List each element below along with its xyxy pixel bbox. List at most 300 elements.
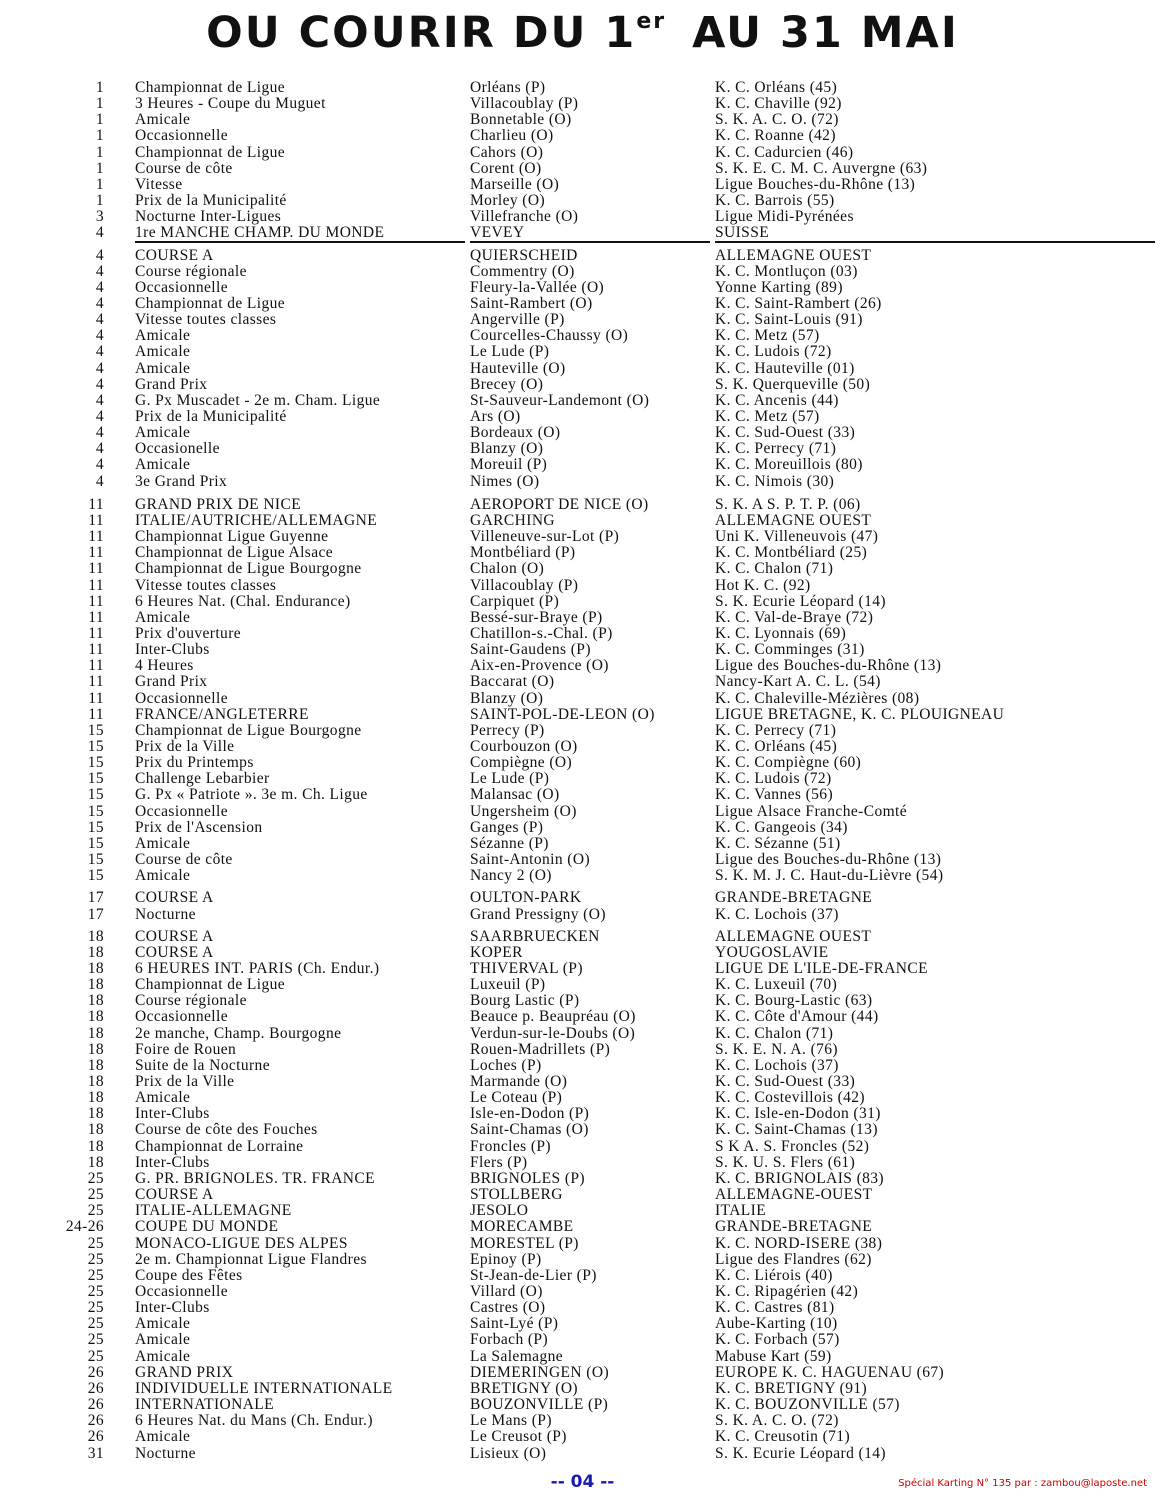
organizer-cell: ALLEMAGNE OUEST [715,247,872,264]
event-cell: 1re MANCHE CHAMP. DU MONDE [135,225,465,243]
place-cell: SAINT-POL-DE-LEON (O) [470,706,655,723]
event-cell: GRAND PRIX [135,1364,234,1381]
place-cell: BRETIGNY (O) [470,1380,578,1397]
organizer-cell: K. C. Ancenis (44) [715,392,839,409]
event-cell: Amicale [135,1332,191,1349]
day-cell: 15 [87,754,104,772]
organizer-cell: K. C. Saint-Louis (91) [715,312,863,329]
organizer-cell: K. C. Roanne (42) [715,128,836,145]
organizer-cell: K. C. Nimois (30) [715,473,835,490]
event-cell: G. Px Muscadet - 2e m. Cham. Ligue [135,392,381,409]
table-row [0,1381,1165,1397]
table-row [0,161,1165,177]
event-cell: Prix de la Municipalité [135,193,287,210]
place-cell: Loches (P) [470,1057,542,1074]
table-row [0,1171,1165,1187]
place-cell: Flers (P) [470,1154,528,1171]
place-cell: Le Lude (P) [470,344,550,361]
place-cell: Nancy 2 (O) [470,868,552,885]
table-row [0,787,1165,803]
table-row [0,658,1165,674]
organizer-cell: K. C. Cadurcien (46) [715,144,854,161]
event-cell: G. PR. BRIGNOLES. TR. FRANCE [135,1170,376,1187]
page-number: -- 04 -- [550,1472,615,1492]
day-cell: 18 [87,992,104,1010]
event-cell: Amicale [135,425,191,442]
organizer-cell: EUROPE K. C. HAGUENAU (67) [715,1364,945,1381]
place-cell: Malansac (O) [470,787,560,804]
organizer-cell: K. C. Lochois (37) [715,906,839,923]
table-row [0,177,1165,193]
day-cell: 11 [88,705,104,723]
day-cell: 11 [88,511,104,529]
place-cell: Bonnetable (O) [470,112,572,129]
place-cell: Fleury-la-Vallée (O) [470,279,605,296]
place-cell: La Salemagne [470,1348,564,1365]
table-row [0,328,1165,344]
organizer-cell: K. C. Metz (57) [715,328,820,345]
day-cell: 25 [87,1331,104,1349]
place-cell: Le Mans (P) [470,1413,552,1430]
place-cell: Villefranche (O) [470,209,579,226]
table-row [0,642,1165,658]
table-row [0,1268,1165,1284]
event-cell: COUPE DU MONDE [135,1219,279,1236]
event-cell: COURSE A [135,247,214,264]
place-cell: GARCHING [470,512,556,529]
event-cell: Amicale [135,1348,191,1365]
organizer-cell: S. K. U. S. Flers (61) [715,1154,856,1171]
footer-credit: Spécial Karting N° 135 par : zambou@laposte.net [898,1478,1147,1489]
table-row [0,674,1165,690]
day-cell: 4 [95,424,104,442]
place-cell: STOLLBERG [470,1187,563,1203]
event-cell: Championnat de Ligue [135,296,286,312]
day-cell: 18 [87,1008,104,1026]
day-cell: 18 [87,927,104,945]
place-cell: Nimes (O) [470,473,540,490]
event-cell: Inter-Clubs [135,642,210,659]
day-cell: 4 [95,391,104,409]
table-row [0,594,1165,610]
place-cell: Morley (O) [470,193,546,210]
table-row [0,852,1165,868]
event-cell: Vitesse toutes classes [135,577,277,594]
event-cell: Vitesse toutes classes [135,312,277,329]
event-cell: INDIVIDUELLE INTERNATIONALE [135,1380,393,1397]
organizer-cell: K. C. BRIGNOLAIS (83) [715,1170,884,1187]
place-cell: VEVEY [470,225,710,243]
table-row [0,977,1165,993]
day-cell: 3 [95,208,104,226]
event-cell: 2e manche, Champ. Bourgogne [135,1025,342,1042]
event-cell: Nocturne [135,1445,196,1462]
event-cell: INTERNATIONALE [135,1397,275,1413]
day-cell: 18 [87,943,104,961]
day-cell: 15 [87,802,104,820]
day-cell: 25 [87,1347,104,1365]
event-cell: Amicale [135,1090,191,1107]
event-cell: MONACO-LIGUE DES ALPES [135,1235,348,1252]
day-cell: 11 [88,608,104,626]
table-row [0,1429,1165,1445]
place-cell: KOPER [470,944,523,961]
title-superscript: er [636,8,667,34]
place-cell: Commentry (O) [470,263,575,280]
event-cell: Amicale [135,868,191,885]
day-cell: 26 [87,1379,104,1397]
place-cell: Marmande (O) [470,1074,568,1090]
organizer-cell: K. C. Chaleville-Mézières (08) [715,690,920,707]
organizer-cell: S. K. M. J. C. Haut-du-Lièvre (54) [715,868,944,885]
organizer-cell: K. C. Perrecy (71) [715,722,837,739]
table-row [0,128,1165,144]
event-cell: 6 HEURES INT. PARIS (Ch. Endur.) [135,960,380,977]
organizer-cell: K. C. Hauteville (01) [715,360,855,377]
table-row [0,820,1165,836]
organizer-cell: Ligue Alsace Franche-Comté [715,803,908,820]
day-cell: 25 [87,1186,104,1203]
event-cell: Occasionnelle [135,279,228,296]
day-cell: 4 [95,246,104,264]
organizer-cell: S. K. E. N. A. (76) [715,1041,838,1058]
title-main: OU COURIR DU 1 [206,8,637,58]
table-row [0,1349,1165,1365]
event-cell: 6 Heures Nat. (Chal. Endurance) [135,593,351,610]
event-cell: Grand Prix [135,376,208,393]
event-cell: Nocturne [135,906,196,923]
day-cell: 25 [87,1315,104,1333]
day-cell: 18 [87,1056,104,1074]
organizer-cell: GRANDE-BRETAGNE [715,890,873,907]
page-title [0,8,1165,58]
table-row [0,1155,1165,1171]
organizer-cell: K. C. Compiègne (60) [715,755,862,772]
table-row [0,1090,1165,1106]
table-row [0,513,1165,529]
organizer-cell: S. K. Querqueville (50) [715,376,871,393]
event-cell: G. Px « Patriote ». 3e m. Ch. Ligue [135,787,368,804]
event-cell: 6 Heures Nat. du Mans (Ch. Endur.) [135,1413,373,1430]
day-cell: 15 [87,786,104,804]
day-cell: 31 [87,1444,104,1462]
event-cell: Prix de l'Ascension [135,819,263,836]
event-cell: Occasionnelle [135,1284,228,1300]
organizer-cell: Aube-Karting (10) [715,1316,838,1333]
day-cell: 25 [87,1283,104,1300]
table-row [0,1365,1165,1381]
organizer-cell: K. C. Perrecy (71) [715,441,837,458]
table-row [0,474,1165,490]
organizer-cell: K. C. Chaville (92) [715,96,842,113]
organizer-cell: Ligue Midi-Pyrénées [715,209,854,226]
table-row [0,739,1165,755]
event-cell: Championnat de Ligue [135,144,286,161]
place-cell: Saint-Antonin (O) [470,852,591,868]
organizer-cell: K. C. BOUZONVILLE (57) [715,1397,900,1413]
day-cell: 11 [88,528,104,545]
event-cell: Coupe des Fêtes [135,1267,243,1284]
place-cell: BOUZONVILLE (P) [470,1397,609,1413]
day-cell: 1 [95,79,104,96]
day-cell: 11 [88,641,104,659]
event-cell: Amicale [135,112,191,129]
organizer-cell: K. C. Montbéliard (25) [715,545,868,562]
place-cell: Bordeaux (O) [470,425,561,442]
place-cell: Saint-Rambert (O) [470,296,593,312]
organizer-cell: Ligue des Bouches-du-Rhône (13) [715,658,942,675]
day-cell: 1 [95,127,104,145]
event-cell: Championnat de Ligue Bourgogne [135,722,362,739]
place-cell: MORECAMBE [470,1219,574,1236]
event-cell: Vitesse [135,176,183,193]
event-cell: Inter-Clubs [135,1106,210,1123]
day-cell: 11 [88,673,104,691]
place-cell: Lisieux (O) [470,1445,547,1462]
event-cell: Amicale [135,609,191,626]
place-cell: Angerville (P) [470,312,565,329]
event-cell: Championnat Ligue Guyenne [135,529,329,545]
day-cell: 4 [95,472,104,490]
place-cell: Castres (O) [470,1300,546,1317]
event-cell: COURSE A [135,890,214,907]
event-cell: Amicale [135,360,191,377]
place-cell: Sézanne (P) [470,835,549,852]
organizer-cell: K. C. Gangeois (34) [715,819,848,836]
event-cell: 3 Heures - Coupe du Muguet [135,96,326,113]
event-cell: ITALIE-ALLEMAGNE [135,1203,292,1220]
event-cell: Inter-Clubs [135,1300,210,1317]
event-cell: Championnat de Ligue Alsace [135,545,334,562]
day-cell: 4 [95,440,104,458]
organizer-cell: K. C. Ripagérien (42) [715,1284,859,1300]
day-cell: 1 [95,111,104,129]
table-row [0,907,1165,923]
table-row [0,1042,1165,1058]
day-cell: 4 [95,327,104,345]
table-row [0,312,1165,328]
table-row [0,707,1165,723]
organizer-cell: K. C. Montluçon (03) [715,263,858,280]
table-row [0,1203,1165,1219]
place-cell: THIVERVAL (P) [470,960,583,977]
table-row [0,296,1165,312]
day-cell: 18 [87,1024,104,1042]
place-cell: Hauteville (O) [470,360,566,377]
organizer-cell: S. K. Ecurie Léopard (14) [715,593,886,610]
organizer-cell: YOUGOSLAVIE [715,944,829,961]
place-cell: Verdun-sur-le-Doubs (O) [470,1025,636,1042]
day-cell: 25 [87,1234,104,1252]
organizer-cell: K. C. Val-de-Braye (72) [715,609,874,626]
day-cell: 15 [87,770,104,788]
day-cell: 1 [95,159,104,177]
organizer-cell: LIGUE DE L'ILE-DE-FRANCE [715,960,928,977]
table-row [0,1300,1165,1316]
event-cell: Occasionelle [135,441,220,458]
event-cell: GRAND PRIX DE NICE [135,496,302,513]
table-row [0,1187,1165,1203]
day-cell: 18 [87,1137,104,1155]
day-cell: 4 [95,359,104,377]
organizer-cell: K. C. Comminges (31) [715,642,865,659]
place-cell: Saint-Lyé (P) [470,1316,559,1333]
table-row [0,1122,1165,1138]
place-cell: Ars (O) [470,409,521,425]
event-cell: Prix du Printemps [135,755,254,772]
event-cell: Challenge Lebarbier [135,771,270,788]
event-cell: COURSE A [135,944,214,961]
table-row [0,945,1165,961]
event-cell: Amicale [135,1316,191,1333]
event-cell: Course régionale [135,263,247,280]
place-cell: Le Lude (P) [470,771,550,788]
place-cell: Epinoy (P) [470,1251,542,1268]
place-cell: Aix-en-Provence (O) [470,658,609,675]
place-cell: Grand Pressigny (O) [470,906,606,923]
organizer-cell: Ligue des Flandres (62) [715,1251,872,1268]
organizer-cell: K. C. Orléans (45) [715,739,838,755]
organizer-cell: K. C. Luxeuil (70) [715,977,838,994]
table-row [0,545,1165,561]
organizer-cell: K. C. Moreuillois (80) [715,457,863,474]
table-row [0,1026,1165,1042]
table-row [0,96,1165,112]
event-cell: Occasionnelle [135,690,228,707]
event-cell: Foire de Rouen [135,1041,237,1058]
place-cell: Villacoublay (P) [470,96,579,113]
day-cell: 26 [87,1428,104,1446]
day-cell: 26 [87,1396,104,1413]
organizer-cell: LIGUE BRETAGNE, K. C. PLOUIGNEAU [715,706,1005,723]
day-cell: 18 [87,976,104,994]
day-cell: 25 [87,1299,104,1317]
place-cell: St-Sauveur-Landemont (O) [470,392,650,409]
title-end: AU 31 MAI [692,8,959,58]
place-cell: Perrecy (P) [470,722,545,739]
table-row [0,344,1165,360]
table-row [0,1009,1165,1025]
place-cell: DIEMERINGEN (O) [470,1364,610,1381]
day-cell: 11 [88,689,104,707]
day-cell: 24-26 [65,1218,104,1236]
day-cell: 18 [87,1040,104,1058]
place-cell: Saint-Chamas (O) [470,1122,589,1139]
event-cell: 4 Heures [135,658,194,675]
table-row [0,145,1165,161]
day-cell: 26 [87,1363,104,1381]
place-cell: Ungersheim (O) [470,803,577,820]
organizer-cell: K. C. NORD-ISERE (38) [715,1235,883,1252]
day-cell: 18 [87,1089,104,1107]
place-cell: Bourg Lastic (P) [470,993,580,1010]
organizer-cell: K. C. Lochois (37) [715,1057,839,1074]
organizer-cell: K. C. Chalon (71) [715,1025,834,1042]
place-cell: Courbouzon (O) [470,739,578,755]
organizer-cell: Hot K. C. (92) [715,577,811,594]
organizer-cell: Nancy-Kart A. C. L. (54) [715,674,881,691]
table-row [0,425,1165,441]
place-cell: Forbach (P) [470,1332,549,1349]
organizer-cell: K. C. Côte d'Amour (44) [715,1009,879,1026]
table-row [0,610,1165,626]
organizer-cell: K. C. Saint-Rambert (26) [715,296,882,312]
table-row [0,193,1165,209]
table-row [0,723,1165,739]
day-cell: 4 [95,278,104,296]
day-cell: 25 [87,1266,104,1284]
organizer-cell: S. K. E. C. M. C. Auvergne (63) [715,160,928,177]
place-cell: Blanzy (O) [470,441,544,458]
place-cell: Brecey (O) [470,376,544,393]
table-row [0,80,1165,96]
table-row [0,209,1165,225]
day-cell: 4 [95,262,104,280]
day-cell: 18 [87,1153,104,1171]
event-cell: Suite de la Nocturne [135,1057,270,1074]
table-row [0,1413,1165,1429]
organizer-cell: Uni K. Villeneuvois (47) [715,529,879,545]
place-cell: Charlieu (O) [470,128,554,145]
event-cell: Course de côte des Fouches [135,1122,318,1139]
place-cell: St-Jean-de-Lier (P) [470,1267,597,1284]
table-row [0,755,1165,771]
day-cell: 11 [88,495,104,513]
day-cell: 1 [95,192,104,210]
place-cell: Rouen-Madrillets (P) [470,1041,611,1058]
event-cell: Grand Prix [135,674,208,691]
place-cell: Baccarat (O) [470,674,555,691]
day-cell: 15 [87,851,104,868]
organizer-cell: ALLEMAGNE OUEST [715,512,872,529]
day-cell: 11 [88,560,104,578]
table-row [0,993,1165,1009]
table-row [0,393,1165,409]
event-cell: Occasionnelle [135,803,228,820]
organizer-cell: K. C. Sézanne (51) [715,835,841,852]
table-row [0,409,1165,425]
table-row [0,771,1165,787]
day-cell: 15 [87,867,104,885]
event-cell: Amicale [135,344,191,361]
organizer-cell: ALLEMAGNE OUEST [715,928,872,945]
organizer-cell: K. C. BRETIGNY (91) [715,1380,868,1397]
day-cell: 11 [88,544,104,562]
organizer-cell: K. C. Sud-Ouest (33) [715,1074,856,1090]
place-cell: Marseille (O) [470,176,560,193]
event-cell: COURSE A [135,928,214,945]
place-cell: OULTON-PARK [470,890,582,907]
organizer-cell: S. K. A S. P. T. P. (06) [715,496,861,513]
place-cell: MORESTEL (P) [470,1235,579,1252]
event-cell: Prix de la Municipalité [135,409,287,425]
table-row [0,1219,1165,1235]
organizer-cell: K. C. Vannes (56) [715,787,834,804]
event-cell: Nocturne Inter-Ligues [135,209,282,226]
day-cell: 18 [87,1121,104,1139]
organizer-cell: K. C. Lyonnais (69) [715,625,847,642]
table-row [0,1332,1165,1348]
organizer-cell: Mabuse Kart (59) [715,1348,832,1365]
place-cell: Bessé-sur-Braye (P) [470,609,603,626]
event-cell: Course de côte [135,160,233,177]
table-row [0,1446,1165,1462]
day-cell: 4 [95,295,104,312]
organizer-cell: K. C. Liérois (40) [715,1267,833,1284]
organizer-cell: K. C. Metz (57) [715,409,820,425]
day-cell: 15 [87,834,104,852]
place-cell: QUIERSCHEID [470,247,578,264]
